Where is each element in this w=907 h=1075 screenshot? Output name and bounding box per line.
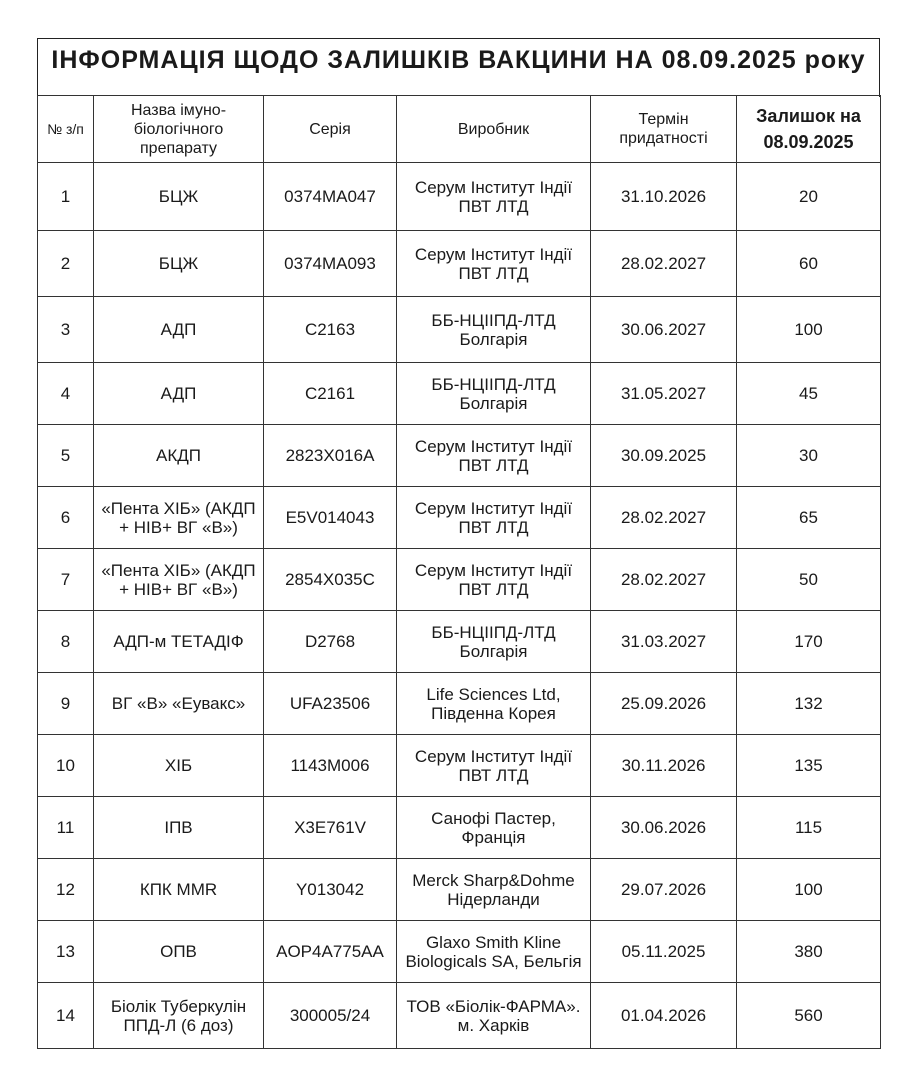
row-balance: 50 (737, 549, 881, 611)
row-name: АДП (94, 297, 264, 363)
row-name: БЦЖ (94, 163, 264, 231)
row-num: 5 (38, 425, 94, 487)
row-balance: 60 (737, 231, 881, 297)
row-name: БЦЖ (94, 231, 264, 297)
table-row (38, 231, 881, 297)
row-expiry: 28.02.2027 (591, 487, 737, 549)
row-balance: 170 (737, 611, 881, 673)
row-expiry: 31.03.2027 (591, 611, 737, 673)
row-expiry: 05.11.2025 (591, 921, 737, 983)
row-series: AOP4A775AA (264, 921, 397, 983)
row-balance: 135 (737, 735, 881, 797)
row-expiry: 01.04.2026 (591, 983, 737, 1049)
row-maker: Серум Інститут Індії ПВТ ЛТД (397, 735, 591, 797)
row-maker: Серум Інститут Індії ПВТ ЛТД (397, 549, 591, 611)
row-balance: 380 (737, 921, 881, 983)
header-maker: Виробник (397, 96, 591, 163)
row-expiry: 30.09.2025 (591, 425, 737, 487)
row-balance: 65 (737, 487, 881, 549)
row-balance: 100 (737, 859, 881, 921)
row-series: 0374MA093 (264, 231, 397, 297)
row-num: 2 (38, 231, 94, 297)
row-maker: ББ-НЦІІПД-ЛТД Болгарія (397, 297, 591, 363)
row-expiry: 28.02.2027 (591, 549, 737, 611)
row-name: «Пента ХІБ» (АКДП + НІВ+ ВГ «В») (94, 549, 264, 611)
row-maker: ББ-НЦІІПД-ЛТД Болгарія (397, 363, 591, 425)
row-maker: ББ-НЦІІПД-ЛТД Болгарія (397, 611, 591, 673)
header-row (38, 96, 881, 163)
table-row (38, 363, 881, 425)
row-num: 14 (38, 983, 94, 1049)
row-expiry: 25.09.2026 (591, 673, 737, 735)
row-num: 3 (38, 297, 94, 363)
row-maker: Санофі Пастер, Франція (397, 797, 591, 859)
row-series: D2768 (264, 611, 397, 673)
row-maker: Серум Інститут Індії ПВТ ЛТД (397, 231, 591, 297)
row-name: АДП (94, 363, 264, 425)
row-num: 7 (38, 549, 94, 611)
row-series: Y013042 (264, 859, 397, 921)
row-name: АКДП (94, 425, 264, 487)
row-expiry: 31.10.2026 (591, 163, 737, 231)
row-balance: 100 (737, 297, 881, 363)
row-series: 0374MA047 (264, 163, 397, 231)
row-num: 10 (38, 735, 94, 797)
row-series: X3E761V (264, 797, 397, 859)
table-row (38, 297, 881, 363)
row-balance: 132 (737, 673, 881, 735)
row-expiry: 30.06.2027 (591, 297, 737, 363)
row-balance: 30 (737, 425, 881, 487)
row-maker: Серум Інститут Індії ПВТ ЛТД (397, 487, 591, 549)
row-num: 9 (38, 673, 94, 735)
table-row (38, 921, 881, 983)
row-name: ІПВ (94, 797, 264, 859)
row-name: Біолік Туберкулін ППД-Л (6 доз) (94, 983, 264, 1049)
table-row (38, 735, 881, 797)
document-sheet (37, 38, 880, 1051)
row-maker: Merck Sharp&Dohme Нідерланди (397, 859, 591, 921)
row-series: E5V014043 (264, 487, 397, 549)
row-series: UFA23506 (264, 673, 397, 735)
row-name: ВГ «В» «Еувакс» (94, 673, 264, 735)
row-series: 300005/24 (264, 983, 397, 1049)
header-name: Назва імуно-біологічного препарату (94, 96, 264, 163)
row-balance: 560 (737, 983, 881, 1049)
row-num: 8 (38, 611, 94, 673)
table-row (38, 797, 881, 859)
row-series: 1143M006 (264, 735, 397, 797)
row-name: КПК MMR (94, 859, 264, 921)
title-box (37, 38, 880, 97)
header-expiry: Термін придатності (591, 96, 737, 163)
table-row (38, 163, 881, 231)
row-expiry: 30.11.2026 (591, 735, 737, 797)
row-name: ХІБ (94, 735, 264, 797)
row-num: 6 (38, 487, 94, 549)
vaccine-table (37, 95, 881, 1049)
table-row (38, 983, 881, 1049)
row-balance: 20 (737, 163, 881, 231)
header-num: № з/п (38, 96, 94, 163)
table-row (38, 859, 881, 921)
table-row (38, 549, 881, 611)
row-maker: Серум Інститут Індії ПВТ ЛТД (397, 163, 591, 231)
row-num: 1 (38, 163, 94, 231)
header-balance: Залишок на 08.09.2025 (737, 96, 881, 163)
row-expiry: 28.02.2027 (591, 231, 737, 297)
row-maker: ТОВ «Біолік-ФАРМА». м. Харків (397, 983, 591, 1049)
row-num: 4 (38, 363, 94, 425)
row-balance: 115 (737, 797, 881, 859)
row-series: С2161 (264, 363, 397, 425)
row-maker: Life Sciences Ltd, Південна Корея (397, 673, 591, 735)
row-balance: 45 (737, 363, 881, 425)
table-row (38, 673, 881, 735)
row-maker: Glaxo Smith Kline Biologicals SA, Бельгія (397, 921, 591, 983)
row-name: АДП-м ТЕТАДІФ (94, 611, 264, 673)
row-num: 11 (38, 797, 94, 859)
table-row (38, 487, 881, 549)
document-title: ІНФОРМАЦІЯ ЩОДО ЗАЛИШКІВ ВАКЦИНИ НА 08.09.2025 року (51, 46, 866, 74)
table-row (38, 611, 881, 673)
header-series: Серія (264, 96, 397, 163)
row-expiry: 29.07.2026 (591, 859, 737, 921)
row-maker: Серум Інститут Індії ПВТ ЛТД (397, 425, 591, 487)
row-num: 12 (38, 859, 94, 921)
row-expiry: 30.06.2026 (591, 797, 737, 859)
row-series: 2823Х016А (264, 425, 397, 487)
row-series: С2163 (264, 297, 397, 363)
row-expiry: 31.05.2027 (591, 363, 737, 425)
row-series: 2854Х035С (264, 549, 397, 611)
row-name: «Пента ХІБ» (АКДП + НІВ+ ВГ «В») (94, 487, 264, 549)
row-num: 13 (38, 921, 94, 983)
row-name: ОПВ (94, 921, 264, 983)
table-row (38, 425, 881, 487)
